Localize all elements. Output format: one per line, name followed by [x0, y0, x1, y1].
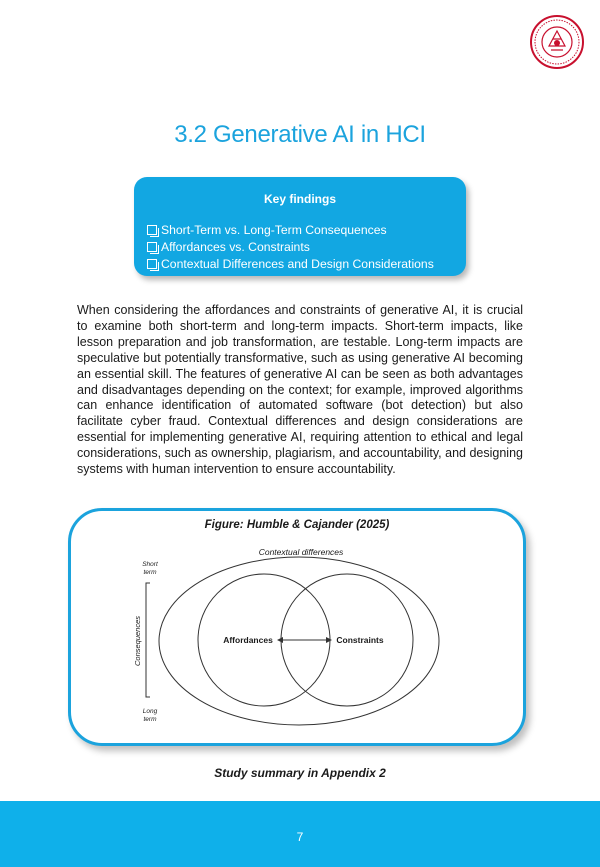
axis-bottom-label: Long [142, 708, 158, 715]
key-finding-item: Affordances vs. Constraints [147, 239, 434, 256]
context-ellipse [159, 557, 439, 725]
key-finding-item: Contextual Differences and Design Considerations [147, 256, 434, 273]
axis-label: Consequences [133, 615, 142, 667]
outer-label: Contextual differences [258, 547, 344, 557]
page-number: 7 [296, 830, 304, 844]
key-findings-title: Key findings [263, 192, 336, 206]
body-paragraph: When considering the affordances and constraints of generative AI, it is crucial to examine both short-term and long-term impacts. Short-term impacts, like lesson preparation and job transformation, are testable. Long-term impacts are speculative but potentially transformative, such as using generative AI becoming an essential skill. The features of generative AI can be seen as both advantages and disadvantages depending on the context; for example, improved algorithms can enhance identification of automated software (bot detection) but also facilitate cyber fraud. Contextual differences and design considerations are essential for implementing generative AI, requiring attention to ethical and legal considerations, such as ownership, plagiarism, and accountability, and designing systems with human intervention to ensure accountability. [77, 303, 523, 477]
axis-bottom-label: term [143, 716, 157, 723]
key-finding-item: Short-Term vs. Long-Term Consequences [147, 222, 434, 239]
section-title: 3.2 Generative AI in HCI [174, 121, 426, 148]
figure-caption: Figure: Humble & Cajander (2025) [204, 519, 390, 531]
axis-top-label: Short [142, 561, 158, 568]
constraints-label: Constraints [336, 635, 384, 645]
page-footer [0, 801, 600, 867]
affordances-label: Affordances [223, 635, 273, 645]
axis-top-label: term [143, 569, 157, 576]
study-summary-note: Study summary in Appendix 2 [214, 766, 386, 780]
consequences-bracket [146, 583, 150, 697]
